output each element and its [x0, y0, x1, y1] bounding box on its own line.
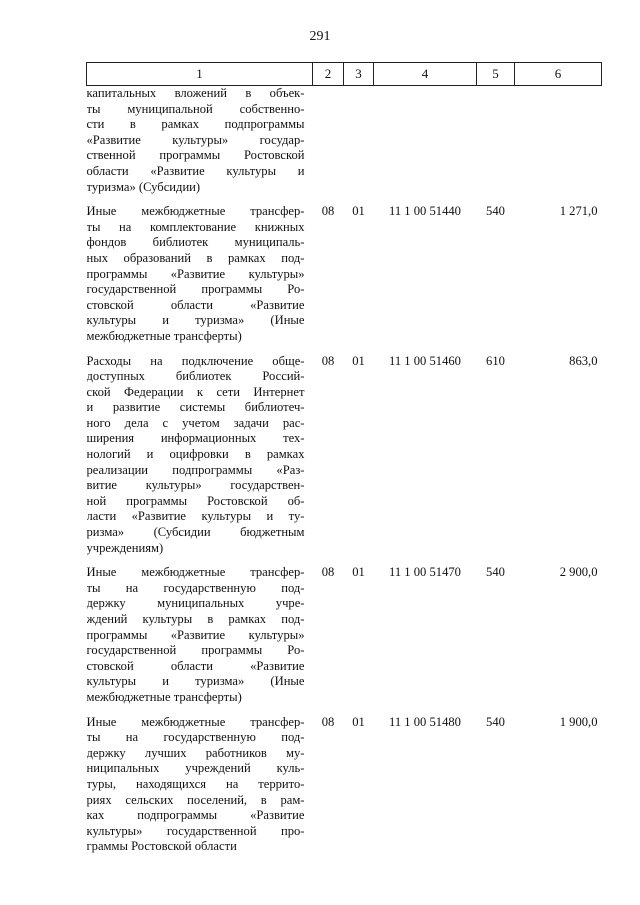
- description-line: ты на комплектование книжных: [86, 219, 305, 234]
- description-line: граммы Ростовской области: [86, 839, 237, 854]
- subsection-code: 01: [352, 565, 365, 580]
- description-line: ного дела с учетом задачи рас-: [86, 415, 305, 430]
- description-line: и развитие системы библиотеч-: [86, 400, 305, 415]
- description-line: ласти «Развитие культуры и ту-: [86, 509, 305, 524]
- amount: 1 900,0: [559, 714, 598, 729]
- expense-type-code: 540: [486, 204, 505, 219]
- description-line: ной программы Ростовской об-: [86, 493, 305, 508]
- budget-table: [86, 62, 602, 864]
- section-code: 08: [321, 353, 335, 368]
- description-line: программы «Развитие культуры»: [86, 627, 305, 642]
- column-header: 2: [313, 63, 344, 86]
- target-article-code: 11 1 00 51440: [389, 204, 461, 219]
- description-line: доступных библиотек Россий-: [86, 369, 305, 384]
- column-header: 4: [374, 63, 477, 86]
- description-line: межбюджетные трансферты): [86, 328, 242, 343]
- description-line: Иные межбюджетные трансфер-: [86, 565, 305, 580]
- description-line: держку муниципальных учре-: [86, 596, 305, 611]
- description-line: ты на государственную под-: [86, 730, 305, 745]
- target-article-code: 11 1 00 51470: [389, 565, 461, 580]
- description-line: стовской области «Развитие: [86, 658, 305, 673]
- table-row: [87, 715, 602, 864]
- description-line: реализации подпрограммы «Раз-: [86, 462, 305, 477]
- target-article-code: 11 1 00 51460: [389, 353, 461, 368]
- description-line: межбюджетные трансферты): [86, 689, 242, 704]
- section-code: 08: [321, 565, 335, 580]
- description-line: государственной программы Ро-: [86, 643, 305, 658]
- description-line: программы «Развитие культуры»: [86, 266, 305, 281]
- amount: 2 900,0: [559, 565, 598, 580]
- description-line: туры, находящихся на террито-: [86, 776, 305, 791]
- description-line: «Развитие культуры» государ-: [86, 132, 305, 147]
- description-line: держку лучших работников му-: [86, 745, 305, 760]
- description-line: ниципальных учреждений куль-: [86, 761, 305, 776]
- section-code: 08: [321, 204, 335, 219]
- description-line: ждений культуры в рамках под-: [86, 612, 305, 626]
- target-article-code: [374, 86, 477, 205]
- description-line: туризма» (Субсидии): [86, 179, 201, 194]
- description-line: культуры и туризма» (Иные: [86, 674, 305, 689]
- subsection-code: [344, 86, 374, 205]
- description-line: государственной программы Ро-: [86, 282, 305, 297]
- expense-description: [87, 204, 313, 353]
- description-line: ках подпрограммы «Развитие: [86, 808, 305, 823]
- column-header: 3: [344, 63, 374, 86]
- description-line: ширения информационных тех-: [86, 431, 305, 446]
- description-line: капитальных вложений в объек-: [86, 86, 305, 100]
- section-code: 08: [321, 714, 335, 729]
- expense-type-code: 540: [486, 565, 505, 580]
- description-line: культуры и туризма» (Иные: [86, 313, 305, 328]
- expense-description: [87, 354, 313, 566]
- description-line: Иные межбюджетные трансфер-: [86, 204, 305, 219]
- description-line: фондов библиотек муниципаль-: [86, 235, 305, 250]
- description-line: ственной программы Ростовской: [86, 148, 305, 163]
- subsection-code: 01: [352, 353, 365, 368]
- description-line: культуры» государственной про-: [86, 823, 305, 838]
- expense-type-code: [477, 86, 515, 205]
- expense-description: [87, 715, 313, 864]
- description-line: Иные межбюджетные трансфер-: [86, 714, 305, 729]
- target-article-code: 11 1 00 51480: [389, 714, 461, 729]
- table-header-row: [87, 63, 602, 86]
- amount: 1 271,0: [559, 204, 598, 219]
- description-line: витие культуры» государствен-: [86, 478, 305, 493]
- section-code: [313, 86, 344, 205]
- column-header: 6: [515, 63, 602, 86]
- column-header: 5: [477, 63, 515, 86]
- table-row: [87, 565, 602, 714]
- description-line: нологий и оцифровки в рамках: [86, 447, 305, 462]
- description-line: области «Развитие культуры и: [86, 163, 305, 178]
- subsection-code: 01: [352, 204, 365, 219]
- expense-description: [87, 86, 313, 205]
- description-line: ризма» (Субсидии бюджетным: [86, 525, 305, 540]
- description-line: учреждениям): [86, 540, 164, 555]
- table-row: [87, 86, 602, 205]
- expense-type-code: 610: [486, 353, 505, 368]
- description-line: ных образований в рамках под-: [86, 250, 305, 265]
- description-line: Расходы на подключение обще-: [86, 353, 305, 368]
- table-row: [87, 354, 602, 566]
- subsection-code: 01: [352, 714, 365, 729]
- amount: [515, 86, 602, 205]
- description-line: ской Федерации к сети Интернет: [86, 384, 305, 399]
- description-line: риях сельских поселений, в рам-: [86, 792, 305, 807]
- description-line: стовской области «Развитие: [86, 297, 305, 312]
- description-line: сти в рамках подпрограммы: [86, 117, 305, 132]
- expense-description: [87, 565, 313, 714]
- page-number: 291: [309, 29, 331, 44]
- column-header: 1: [87, 63, 313, 86]
- expense-type-code: 540: [486, 714, 505, 729]
- description-line: ты на государственную под-: [86, 580, 305, 595]
- amount: 863,0: [569, 353, 598, 368]
- table-row: [87, 204, 602, 353]
- description-line: ты муниципальной собственно-: [86, 101, 305, 116]
